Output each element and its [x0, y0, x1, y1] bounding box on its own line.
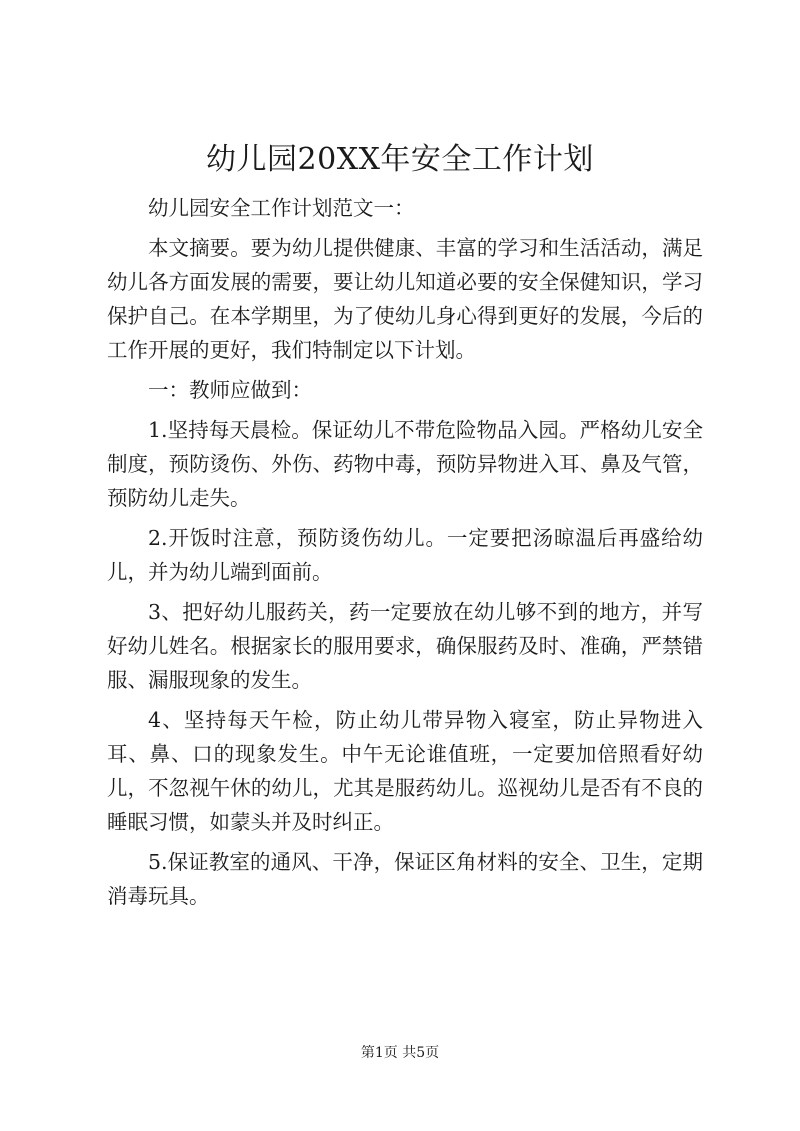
paragraph-item-2: 2.开饭时注意，预防烫伤幼儿。一定要把汤晾温后再盛给幼儿，并为幼儿端到面前。: [107, 526, 703, 584]
document-body: [107, 191, 703, 919]
page-footer: 第1页 共5页: [360, 1045, 440, 1061]
paragraph-abstract: 本文摘要。要为幼儿提供健康、丰富的学习和生活活动，满足幼儿各方面发展的需要，要让幼儿知道必要的安全保健知识，学习保护自己。在本学期里，为了使幼儿身心得到更好的发展，今后的工作开展的更好，我们特制定以下计划。: [107, 236, 703, 362]
paragraph-item-5: 5.保证教室的通风、干净，保证区角材料的安全、卫生，定期消毒玩具。: [107, 850, 703, 908]
document-title: 幼儿园20XX年安全工作计划: [206, 142, 594, 177]
paragraph-item-4: 4、坚持每天午检，防止幼儿带异物入寝室，防止异物进入耳、鼻、口的现象发生。中午无论谁值班，一定要加倍照看好幼儿，不忽视午休的幼儿，尤其是服药幼儿。巡视幼儿是否有不良的睡眠习惯，如蒙头并及时纠正。: [107, 708, 703, 834]
paragraph-item-1: 1.坚持每天晨检。保证幼儿不带危险物品入园。严格幼儿安全制度，预防烫伤、外伤、药物中毒，预防异物进入耳、鼻及气管，预防幼儿走失。: [107, 418, 703, 510]
paragraph-intro-heading: 幼儿园安全工作计划范文一：: [148, 196, 415, 220]
paragraph-section-heading: 一：教师应做到：: [148, 378, 312, 402]
paragraph-item-3: 3、把好幼儿服药关，药一定要放在幼儿够不到的地方，并写好幼儿姓名。根据家长的服用要求，确保服药及时、准确，严禁错服、漏服现象的发生。: [107, 600, 703, 692]
